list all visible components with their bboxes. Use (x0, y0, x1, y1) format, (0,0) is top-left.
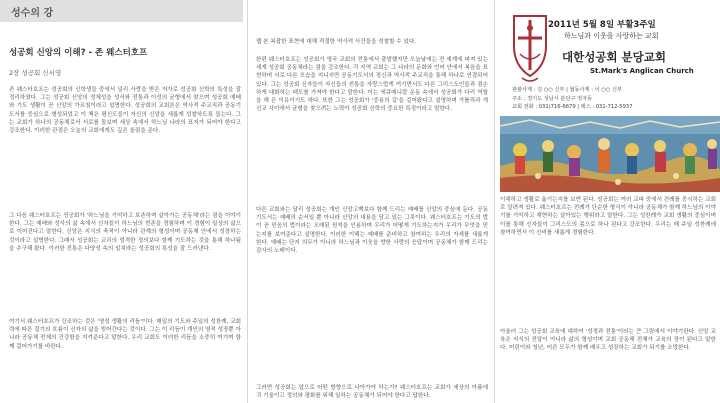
issue-date: 2011년 5월 8일 부활3주일 (548, 20, 656, 30)
community-painting (500, 116, 720, 192)
article-paragraph: 한편 웨스터호프는 성공회가 영국 교회의 전통에서 출발했지만 오늘날에는 전 세계에 퍼져 있는 세계 성공회 공동체라는 점을 강조한다. 각 지역 교회는 그 나라의 문화와 언어 안에서 복음을 표현하며 서로 다른 모습을 지니지만 공동기도서의 정신과 역사적 주교직을 통해 하나로 연결되어 있다. 그는 성공회 신자들이 자신들의 전통을 자랑스럽게 여기면서도 다른 그리스도인들과 겸손하게 대화하는 태도를 가져야 한다고 말한다. 이는 에큐메니칼 운동 속에서 성공회가 다리 역할을 해 온 이유이기도 하다. 또한 그는 성공회가 '중용의 길'을 걸어왔다고 설명하며 가톨릭과 개신교 사이에서 균형을 찾으려는 노력이 성공회 신학의 중요한 특징이라고 말한다. (256, 57, 488, 113)
article-paragraph: 이해하고 생활로 옮기는지를 보면 된다. 성공회는 여러 교파 중에서 전례를 중시하는 교회로 알려져 있다. 웨스터호프는 전례가 단순한 형식이 아니라 공동체가 함께 하느님의 이야기를 기억하고 재현하는 살아있는 행위라고 말한다. 그는 성찬례가 교회 생활의 중심이며 이를 통해 신자들이 그리스도의 몸으로 하나 된다고 강조한다. 우리는 매 주일 성찬례에 참여하면서 이 신비를 새롭게 경험한다. (500, 197, 716, 236)
article-byline: 2장 성공회 신서영 (9, 69, 62, 77)
article-paragraph: 다른 교회와는 달리 성공회는 개인 신앙고백보다 함께 드리는 예배를 신앙의 중심에 둔다. 공동기도서는 예배의 순서일 뿐 아니라 신앙의 내용을 담고 있는 그릇이다. 웨스터호프는 기도의 법이 곧 믿음의 법이라는 오래된 원칙을 인용하며 우리가 어떻게 기도하는지가 우리가 무엇을 믿는지를 보여준다고 설명한다. 이러한 이해는 예배를 준비하고 참여하는 우리의 자세를 새롭게 한다. 예배는 단지 의무가 아니라 하느님과 이웃을 향한 사랑의 응답이며 공동체가 함께 드리는 감사의 노래이다. (256, 207, 488, 255)
church-motto: 하느님과 이웃을 사랑하는 교회 (564, 32, 659, 40)
article-paragraph: 그 다음 웨스터호프는 성공회가 '하느님을 기억하고 보존하며 살아가는 공동체'라는 점을 이야기한다. 그는 예배와 성사의 삶 속에서 신자들이 하느님의 현존을 경험하며 이 경험이 일상의 삶으로 이어진다고 말한다. 신앙은 지식의 축적이 아니라 관계의 형성이며 공동체 안에서 성장하는 것이라고 설명한다. 그래서 성공회는 교리의 엄격한 정의보다 함께 기도하는 것을 통해 하나됨을 추구해 왔다. 이러한 전통은 다양성 속의 일치라는 성공회의 특성을 잘 드러낸다. (9, 213, 241, 252)
column-divider (494, 0, 495, 403)
article-paragraph: 여기서 웨스터호프가 강조하는 것은 '영성 생활의 리듬'이다. 매일의 기도와 주일의 성찬례, 교회력에 따른 절기의 흐름이 신자의 삶을 빚어간다는 것이다. 그는 이 리듬이 개인의 영적 성장뿐 아니라 공동체 전체의 건강함을 지켜준다고 말한다. 우리 교회도 이러한 리듬을 소중히 여기며 함께 걸어가기를 바란다. (9, 319, 241, 350)
church-name-korean: 대한성공회 분당교회 (562, 50, 666, 64)
contact-line: 교회 전화 : 031)716-6679 | 팩스 : 031-712-5937 (512, 104, 633, 111)
article-paragraph: 웹 본 복잡한 표현에 대해 적절한 역사적 사건들을 성찰할 수 있다. (256, 39, 417, 45)
column-divider (247, 0, 248, 403)
article-paragraph: 존 웨스터호프는 성공회의 신학생들 중에서 널리 사랑을 받은 저자로 성공회 신학의 특성을 잘 정리하였다. 그는 성공회 신앙의 정체성을 성서와 전통과 이성의 균형에서 찾으며 성공회 예배와 기도 생활이 곧 신앙의 가르침이라고 설명한다. 성공회의 교회론은 역사적 주교직과 공동기도서를 중심으로 형성되었고 이 책은 평신도들이 자신의 신앙을 새롭게 성찰하도록 돕는다. 그는 교회가 하나의 공동체로서 서로를 돌보며 세상 속에서 하느님 나라의 표지가 되어야 한다고 강조한다. 이러한 관점은 오늘의 교회에게도 깊은 울림을 준다. (9, 87, 241, 135)
church-name-english: St.Mark's Anglican Church (590, 67, 694, 75)
anglican-shield-icon (508, 10, 552, 88)
contact-info (512, 86, 716, 112)
contact-line: 주소 : 경기도 성남시 분당구 정자동 (512, 95, 593, 102)
section-label: 성수의 강 (11, 8, 54, 19)
left-column (0, 0, 243, 403)
contact-line: 관할사제 : 김 ○○ 신부 | 협동사제 : 이 ○○ 신부 (512, 87, 622, 93)
article-paragraph: 그러면 성공회는 앞으로 어떤 방향으로 나아가야 하는가? 웨스터호프는 교회가 세상의 아픔에 귀 기울이고 정의와 평화를 위해 일하는 공동체가 되어야 한다고 답한다. (256, 385, 488, 400)
article-title: 성공회 신앙의 이해? - 존 웨스터호프 (9, 48, 148, 58)
article-paragraph: 아울러 그는 성공회 교육에 대하여 '성경과 전통'이라는 큰 그림에서 이야기한다. 신앙 교육은 지식의 전달이 아니라 삶의 형성이며 교회 공동체 전체가 교육의 장이 된다고 말한다. 어린이와 청년, 어른 모두가 함께 배우고 성장하는 교회가 되기를 소망한다. (500, 329, 716, 352)
